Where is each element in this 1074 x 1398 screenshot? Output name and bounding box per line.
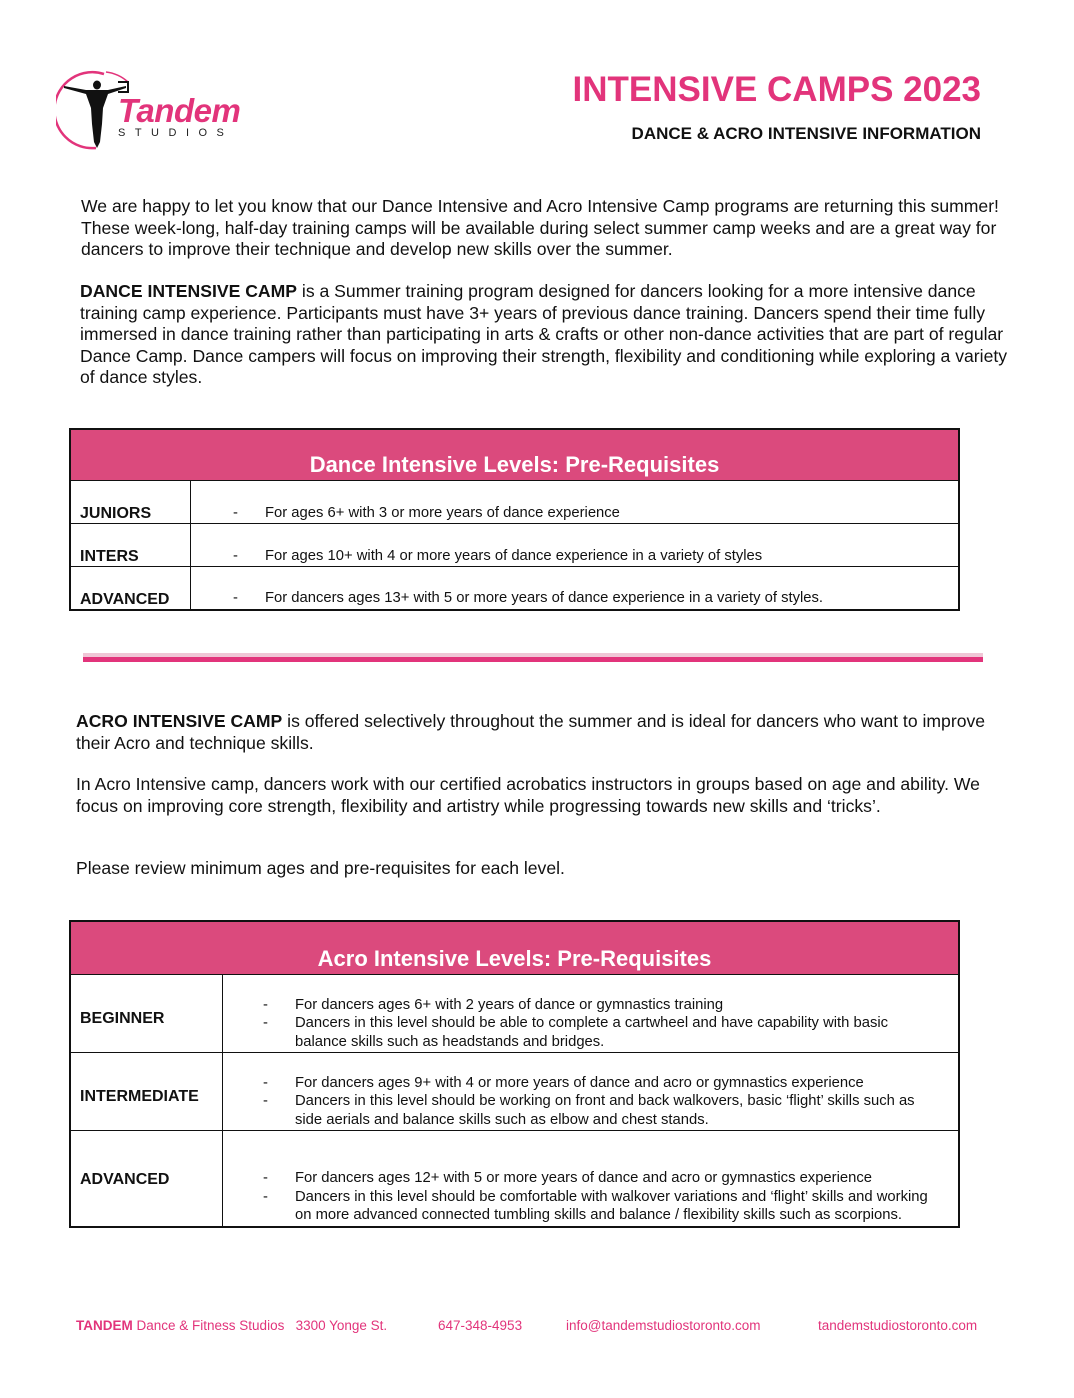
level-name: BEGINNER bbox=[70, 975, 223, 1053]
bullet-dash: - bbox=[263, 1074, 268, 1091]
bullet-dash: - bbox=[263, 1188, 268, 1205]
list-item: - Dancers in this level should be able to complete a cartwheel and have capability with basic balance skills such as headstands and bridges. bbox=[263, 1015, 889, 1050]
bullet-dash: - bbox=[233, 504, 238, 521]
intro-paragraph: We are happy to let you know that our Dance Intensive and Acro Intensive Camp programs are returning this summer! These week-long, half-day training camps will be available during select summer camp weeks and are a great way for dancers to improve their technique and develop new skills over the summer. bbox=[81, 196, 999, 260]
acro-paragraph-3: Please review minimum ages and pre-requisites for each level. bbox=[76, 858, 565, 878]
tandem-logo bbox=[56, 68, 281, 152]
level-name: ADVANCED bbox=[70, 567, 191, 610]
dance-intro-lead: DANCE INTENSIVE CAMP bbox=[80, 281, 298, 301]
footer-brand: TANDEM bbox=[76, 1318, 133, 1333]
list-item: - For ages 6+ with 3 or more years of dance experience bbox=[233, 504, 620, 521]
list-item: - For dancers ages 12+ with 5 or more years of dance and acro or gymnastics experience bbox=[263, 1170, 872, 1186]
footer-address bbox=[76, 1318, 387, 1333]
list-item: - For dancers ages 13+ with 5 or more years of dance experience in a variety of styles. bbox=[233, 590, 824, 606]
bullet-dash: - bbox=[263, 1093, 268, 1109]
dance-levels-table bbox=[69, 428, 960, 611]
dance-table-heading: Dance Intensive Levels: Pre-Requisites bbox=[70, 429, 959, 481]
acro-paragraph-2: In Acro Intensive camp, dancers work with our certified acrobatics instructors in groups based on age and ability. We focus on improving core strength, flexibility and artistry while progressing towards new skills and ‘tricks’. bbox=[76, 774, 980, 816]
dance-intro-paragraph bbox=[80, 281, 1025, 389]
table-row bbox=[70, 524, 959, 567]
level-name: INTERS bbox=[70, 524, 191, 567]
level-name: JUNIORS bbox=[70, 481, 191, 524]
logo-subtitle: STUDIOS bbox=[118, 127, 234, 139]
dance-intro-text: is a Summer training program designed for dancers looking for a more intensive dance training camp experience. Participants must have 3+ years of previous dance training. Dancers spend their time fully immersed in dance training rather than participating in arts & crafts or other non-dance activities that are part of regular Dance Camp. Dance campers will focus on improving their strength, flexibility and conditioning while exploring a variety of dance styles. bbox=[80, 281, 1008, 388]
acro-intro-paragraph bbox=[76, 711, 1011, 754]
bullet-dash: - bbox=[263, 1170, 268, 1186]
table-row bbox=[70, 567, 959, 610]
table-row bbox=[70, 975, 959, 1053]
bullet-dash: - bbox=[233, 590, 238, 606]
acro-table-heading: Acro Intensive Levels: Pre-Requisites bbox=[70, 921, 959, 975]
section-divider bbox=[83, 653, 983, 662]
list-item: - For dancers ages 9+ with 4 or more years of dance and acro or gymnastics experience bbox=[263, 1074, 864, 1091]
list-item: - Dancers in this level should be working on front and back walkovers, basic ‘flight’ skills such as side aerials and balance skills such as elbow and chest stands. bbox=[263, 1093, 915, 1128]
bullet-dash: - bbox=[263, 1015, 268, 1031]
level-name: ADVANCED bbox=[70, 1131, 223, 1227]
acro-intro-lead: ACRO INTENSIVE CAMP bbox=[76, 711, 283, 731]
bullet-dash: - bbox=[263, 996, 268, 1013]
page-subtitle: DANCE & ACRO INTENSIVE INFORMATION bbox=[631, 124, 981, 143]
footer-studio: Dance & Fitness Studios 3300 Yonge St. bbox=[132, 1318, 388, 1333]
list-item: - Dancers in this level should be comfortable with walkover variations and ‘flight’ skills and working on more advanced connected tumbling skills and balance / flexibility skills such as scorpions. bbox=[263, 1188, 928, 1223]
level-name: INTERMEDIATE bbox=[70, 1053, 223, 1131]
list-item: - For ages 10+ with 4 or more years of dance experience in a variety of styles bbox=[233, 547, 763, 564]
footer-email-link[interactable]: info@tandemstudiostoronto.com bbox=[566, 1318, 761, 1333]
table-row bbox=[70, 1053, 959, 1131]
table-row bbox=[70, 1131, 959, 1227]
acro-levels-table bbox=[69, 920, 960, 1228]
table-row bbox=[70, 481, 959, 524]
logo-wordmark: Tandem bbox=[118, 92, 241, 129]
footer-website-link[interactable]: tandemstudiostoronto.com bbox=[818, 1318, 978, 1333]
footer-phone: 647-348-4953 bbox=[438, 1318, 523, 1333]
acro-intro-text: is offered selectively throughout the summer and is ideal for dancers who want to improve their Acro and technique skills. bbox=[76, 711, 986, 753]
list-item: - For dancers ages 6+ with 2 years of dance or gymnastics training bbox=[263, 996, 724, 1013]
bullet-dash: - bbox=[233, 547, 238, 564]
page-title: INTENSIVE CAMPS 2023 bbox=[572, 70, 981, 109]
